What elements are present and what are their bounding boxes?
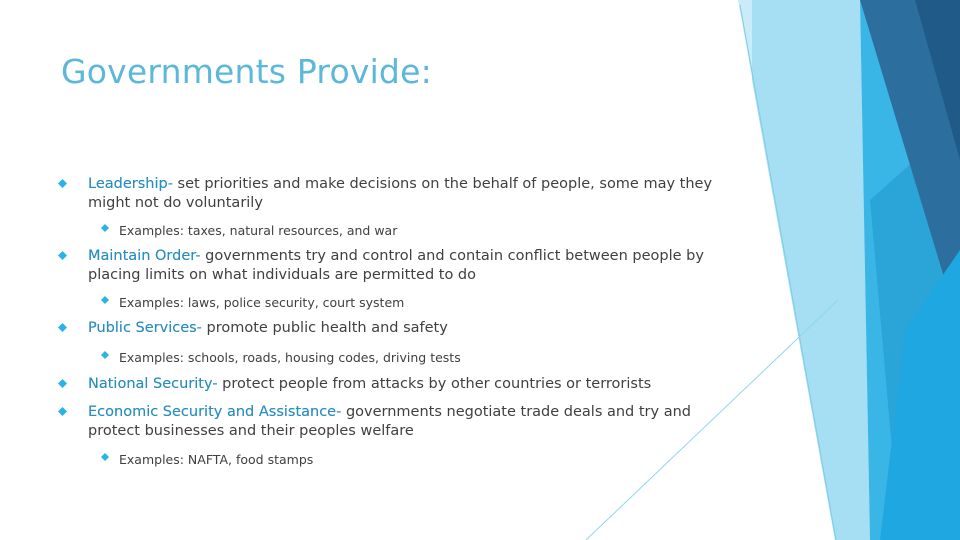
list-item — [58, 319, 738, 338]
list-item-text — [88, 175, 738, 213]
diamond-bullet-icon — [101, 224, 109, 232]
list-item-key: Maintain Order- — [88, 248, 201, 264]
diamond-bullet-icon — [58, 179, 67, 188]
sub-list-item-text: Examples: NAFTA, food stamps — [119, 452, 314, 467]
diamond-bullet-icon — [101, 351, 109, 359]
sub-list-item — [101, 293, 404, 312]
sub-list-item-text: Examples: taxes, natural resources, and war — [119, 223, 398, 238]
list-item-text — [88, 403, 738, 441]
list-item-text — [88, 319, 738, 338]
diamond-bullet-icon — [101, 453, 109, 461]
list-item-description: set priorities and make decisions on the behalf of people, some may they might not do voluntarily — [88, 176, 713, 211]
list-item-description: protect people from attacks by other countries or terrorists — [217, 376, 652, 392]
list-item-text — [88, 375, 738, 394]
sub-list-item — [101, 221, 397, 240]
diamond-bullet-icon — [58, 251, 67, 260]
sub-list-item — [101, 450, 313, 469]
list-item-key: Public Services- — [88, 320, 202, 336]
diamond-bullet-icon — [58, 379, 67, 388]
list-item — [58, 175, 738, 213]
sub-list-item — [101, 348, 461, 367]
list-item-key: Economic Security and Assistance- — [88, 404, 342, 420]
sub-list-item-text: Examples: schools, roads, housing codes, driving tests — [119, 350, 461, 365]
list-item-description: governments try and control and contain conflict between people by placing limits on what individuals are permitted to do — [88, 248, 704, 283]
list-item-text — [88, 247, 738, 285]
diamond-bullet-icon — [58, 323, 67, 332]
list-item — [58, 375, 738, 394]
sub-list-item-text: Examples: laws, police security, court system — [119, 295, 405, 310]
diamond-bullet-icon — [101, 296, 109, 304]
slide-title: Governments Provide: — [61, 52, 432, 91]
list-item-key: National Security- — [88, 376, 218, 392]
diamond-bullet-icon — [58, 407, 67, 416]
list-item-description: governments negotiate trade deals and try and protect businesses and their peoples welfare — [88, 404, 691, 439]
list-item — [58, 247, 738, 285]
list-item — [58, 403, 738, 441]
list-item-description: promote public health and safety — [201, 320, 448, 336]
list-item-key: Leadership- — [88, 176, 173, 192]
